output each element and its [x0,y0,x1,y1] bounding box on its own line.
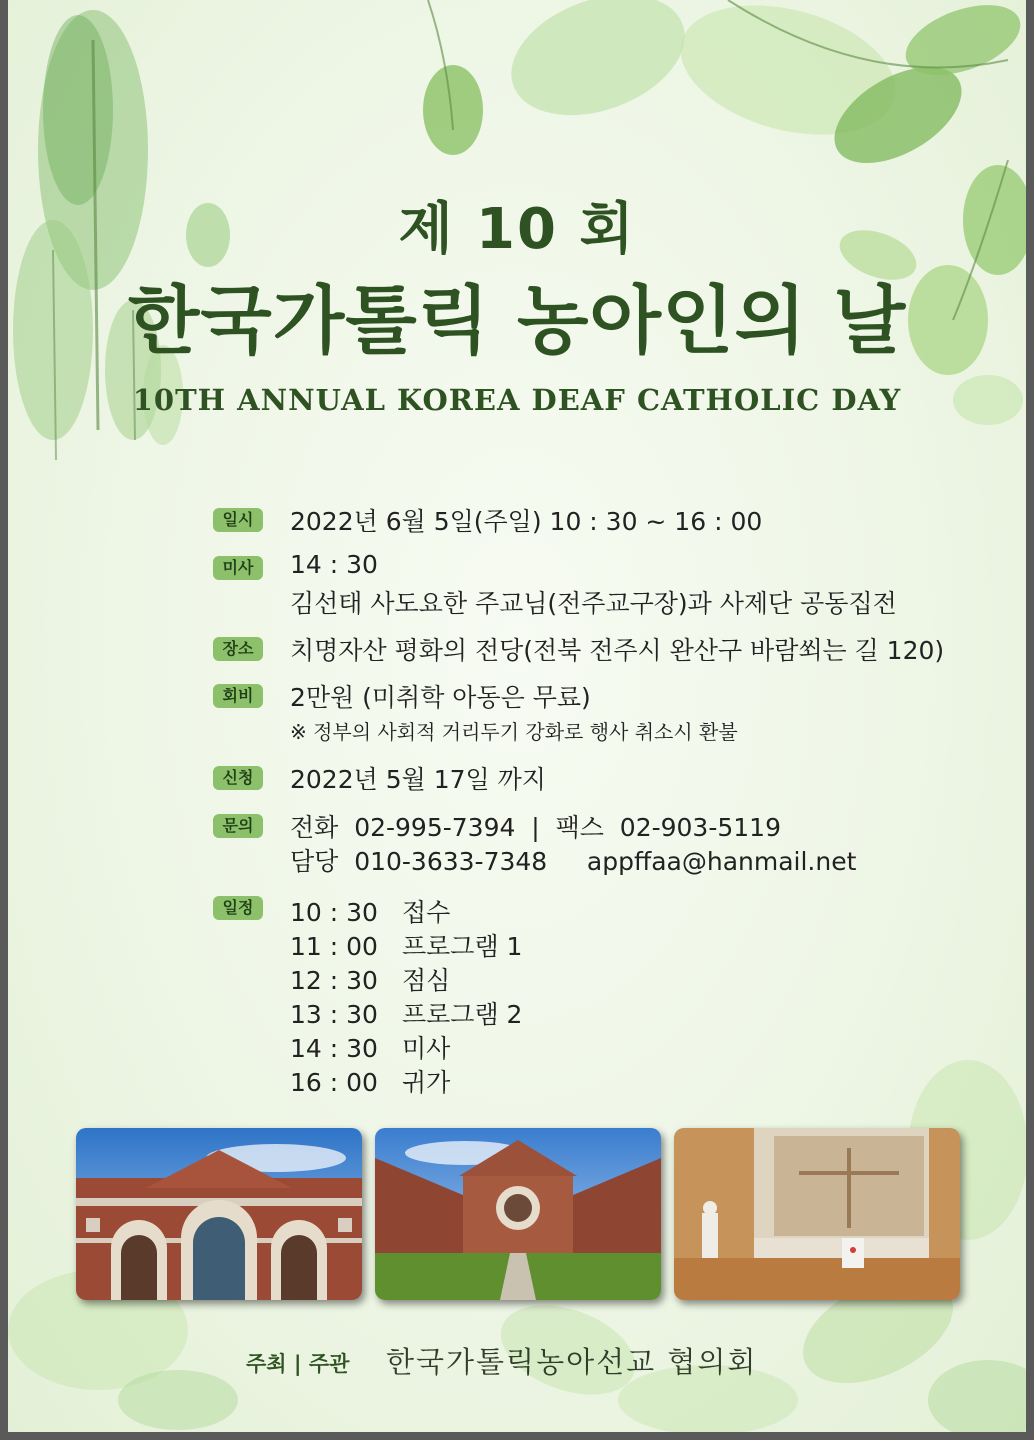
edition-title: 제 10 회 [398,197,636,262]
schedule-item: 12 : 30 점심 [290,966,451,995]
info-fee-text: 2만원 (미취학 아동은 무료) [290,683,591,712]
info-date-text: 2022년 6월 5일(주일) 10 : 30 ~ 16 : 00 [290,507,763,536]
info-contact-person: 담당 010-3633-7348 appffaa@hanmail.net [290,847,857,876]
info-mass-celebrant: 김선태 사도요한 주교님(전주교구장)과 사제단 공동집전 [290,589,897,618]
schedule-item: 13 : 30 프로그램 2 [290,1000,523,1029]
info-label-date: 일시 [213,508,263,532]
organizer-name: 한국가톨릭농아선교 협의회 [386,1345,758,1379]
schedule-list [290,893,522,1097]
venue-photo-entrance [76,1128,362,1300]
event-title-english: 10TH ANNUAL KOREA DEAF CATHOLIC DAY [132,383,902,417]
schedule-item: 11 : 00 프로그램 1 [290,932,523,961]
poster [8,0,1026,1432]
info-label-mass: 미사 [213,556,263,580]
info-contact-phone-fax: 전화 02-995-7394 | 팩스 02-903-5119 [290,813,781,842]
schedule-item: 16 : 00 귀가 [290,1068,451,1097]
info-label-fee: 회비 [213,684,263,708]
info-label-contact: 문의 [213,814,263,838]
venue-photo-courtyard [375,1128,661,1300]
host-label: 주최 | 주관 [246,1352,350,1376]
event-title: 한국가톨릭 농아인의 날 [127,278,907,364]
info-registration-text: 2022년 5월 17일 까지 [290,765,546,794]
schedule-item: 14 : 30 미사 [290,1034,451,1063]
info-label-schedule: 일정 [213,896,263,920]
venue-photo-chapel [674,1128,960,1300]
info-mass-time: 14 : 30 [290,550,378,579]
info-venue-text: 치명자산 평화의 전당(전북 전주시 완산구 바람쐬는 길 120) [290,636,945,665]
info-fee-refund-note: ※ 정부의 사회적 거리두기 강화로 행사 취소시 환불 [290,720,738,744]
info-label-registration: 신청 [213,766,263,790]
schedule-item: 10 : 30 접수 [290,898,451,927]
info-label-venue: 장소 [213,637,263,661]
